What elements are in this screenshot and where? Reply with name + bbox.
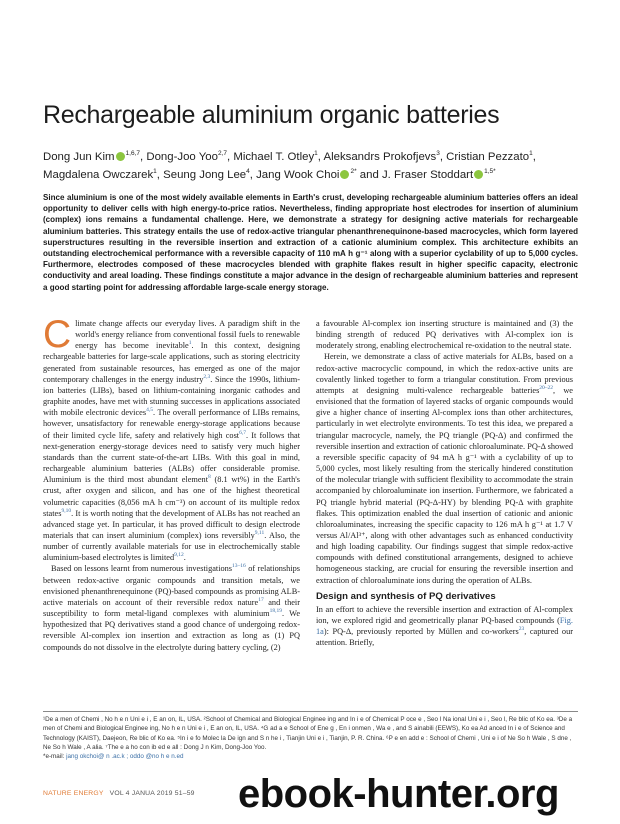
- left-column: [43, 313, 301, 653]
- intro-paragraph-3: a favourable Al-complex ion inserting structure is maintained and (3) the binding strength of reduced PQ derivatives with Al-complex ion is moderately strong, enabling electrochemical re-oxidation to the neutral state.: [316, 319, 573, 351]
- citation-ref[interactable]: 6,7: [239, 429, 246, 436]
- author-name[interactable]: [323, 151, 439, 163]
- affiliation-marker: 1: [529, 150, 533, 158]
- email-label: *e-mail:: [43, 753, 67, 761]
- author-name[interactable]: [43, 169, 157, 181]
- citation-ref[interactable]: 17: [258, 597, 264, 604]
- citation-ref[interactable]: 13–16: [232, 563, 246, 570]
- author-name-text: Cristian Pezzato: [446, 151, 530, 163]
- affiliation-marker: 2,7: [217, 150, 227, 158]
- affiliation-marker: 1: [314, 150, 318, 158]
- citation-ref[interactable]: 4,5: [146, 407, 153, 414]
- author-name[interactable]: [233, 151, 317, 163]
- figure-link[interactable]: Fig. 1a: [316, 616, 573, 637]
- article-title: Rechargeable aluminium organic batteries: [43, 101, 500, 129]
- author-name-text: Dong Jun Kim: [43, 151, 115, 163]
- drop-cap: C: [43, 313, 72, 356]
- citation-ref[interactable]: 23: [518, 626, 525, 633]
- author-name-text: Seung Jong Lee: [163, 169, 247, 181]
- author-name[interactable]: [446, 151, 533, 163]
- author-name-text: Dong-Joo Yoo: [146, 151, 218, 163]
- citation-ref[interactable]: 18,19: [269, 608, 282, 615]
- orcid-icon[interactable]: [340, 170, 349, 179]
- citation-ref[interactable]: 9,12: [174, 552, 184, 559]
- intro-paragraph-1: Climate change affects our everyday lives. A paradigm shift in the world's energy reliance from conventional fossil fuels to renewable energy has become inevitable$^1$. In this context, designing rechargeable batteries for large-scale applications, such as storing electricity generated from sustainable resources, has emerged as one of the major contemporary challenges in the energy industry$^{2,3}$. Since the 1990s, lithium-ion batteries (LIBs), based on lithium-containing inorganic cathodes and graphite anodes, have met with stunning successes in applications associated with mobile electronic devices$^{4,5}$. The overall performance of LIBs remains, however, unsatisfactory for renewable energy-storage applications because of their limited cycle life, safety and relatively high cost$^{6,7}$. It follows that next-generation energy-storage devices need to satisfy very much higher standards than the current state-of-the-art LIBs. With this goal in mind, rechargeable aluminium batteries (ALBs) offer considerable promise. Aluminium is the third most abundant element$^8$ (8.1 wt%) in the Earth's crust, after oxygen and silicon, and has one of the highest theoretical volumetric capacities (8,056 mA h cm⁻³) on account of its multiple redox states$^{9,10}$. It is worth noting that the development of ALBs has not reached an advanced stage yet. In particular, it has proved difficult to design electrode materials that can insert aluminium (complex) ions reversibly$^{9,11}$. Also, the number of currently available materials for use in electrochemically stable aluminium-based electrolytes is limited$^{9,12}$.: [43, 313, 301, 563]
- author-name-text: Michael T. Otley: [233, 151, 315, 163]
- author-name[interactable]: [163, 169, 250, 181]
- design-paragraph-1: In an effort to achieve the reversible insertion and extraction of Al-complex ion, we explored rigid and geometrically planar PQ-based compounds (Fig. 1a): PQ-Δ, previously reported by Müllen and co-workers$^{23}$, captured our attention. Briefly,: [316, 604, 573, 648]
- abstract: Since aluminium is one of the most widely available elements in Earth's crust, developing rechargeable aluminium batteries offers an ideal opportunity to deliver cells with high energy-to-price ratios. Nevertheless, finding appropriate host electrodes for insertion of aluminium (complex) ions remains a fundamental challenge. Here, we demonstrate a strategy for designing active materials for rechargeable aluminium batteries. This strategy entails the use of redox-active triangular phenanthrenequinone-based macrocycles, which form layered superstructures resulting in the reversible insertion and extraction of a cationic aluminium complex. This architecture exhibits an outstanding electrochemical performance with a reversible capacity of 110 mA h g⁻¹ along with a superior cyclability of up to 5,000 cycles. Furthermore, electrodes composed of these macrocycles blended with graphite flakes result in higher specific capacity, electronic conductivity and areal loading. These findings constitute a major advance in the design of rechargeable aluminium batteries and represent a good starting point for addressing affordable large-scale energy storage.: [43, 193, 578, 292]
- orcid-icon[interactable]: [116, 152, 125, 161]
- citation-ref[interactable]: 9,11: [254, 530, 265, 537]
- page-footer: [43, 790, 195, 797]
- section-heading: Design and synthesis of PQ derivatives: [316, 590, 496, 602]
- affiliation-marker: 4: [246, 168, 250, 176]
- citation-ref[interactable]: 1: [188, 340, 192, 347]
- orcid-icon[interactable]: [474, 170, 483, 179]
- affiliation-marker: 1,5*: [484, 168, 496, 176]
- journal-name: NATURE ENERGY: [43, 790, 104, 797]
- email-link[interactable]: jang okchoi@ n .ac.k ; oddo @no h e n.ed: [66, 753, 184, 761]
- affiliations-footnote: [43, 715, 578, 761]
- affiliations-text: ¹De a men of Chemi , No h e n Uni e i , E an on, IL, USA. ²School of Chemical and Biological Enginee ing and In i e of Chemical P oce e , Seo l Na ional Uni e i , Seo l, Re blic of Ko ea. ³De a men of Chemi and Biological Enginee ing, No h e n Uni e i , E an on, IL, USA. ⁴G ad a e School of Ene g , En i onmen , Wa e , and S ainabili (EEWS), Ko ea Ad anced In i e of Science and Technology (KAIST), Daejeon, Re blic of Ko ea. ⁵In i e fo Molec la De ign and S n he i , Tianjin Uni e i , Tianjin, P. R. China. ⁶P e en add e : School of Chemi , Uni e i of Ne So h Wale , S dne , Ne So h Wale , A alia. ⁷The e a ho con ib ed e all : Dong J n Kim, Dong-Joo Yoo.: [43, 716, 573, 751]
- affiliation-marker: 1,6,7: [125, 150, 141, 158]
- author-list: Dong Jun Kim $^{1,6,7}$, Dong-Joo Yoo$^{2,7}$, Michael T. Otley$^1$, Aleksandrs Prokofjevs$^3$, Cristian Pezzato$^1$, Magdalena Owczarek$^1$, Seung Jong Lee$^4$, Jang Wook Choi $^{2*}$ and J. Fraser Stoddart $^{1,5*}$: [43, 150, 536, 181]
- intro-paragraph-2: Based on lessons learnt from numerous investigations$^{13-16}$ of relationships between redox-active organic compounds and transition metals, we envisioned phenanthrenequinone (PQ)-based compounds as promising ALB-active materials on account of their reversible redox nature$^{17}$ and their susceptibility to form metal-ligand complexes with aluminium$^{18,19}$. We hypothesized that PQ derivatives stand a good chance of undergoing redox-reversible Al-complex ion insertion and extraction as long as (1) PQ compounds do not dissolve in the electrolyte during battery cycling, (2): [43, 563, 300, 652]
- affiliation-marker: 1: [153, 168, 157, 176]
- author-name[interactable]: [43, 151, 140, 163]
- author-name-text: Aleksandrs Prokofjevs: [323, 151, 437, 163]
- watermark: ebook-hunter.org: [238, 772, 559, 816]
- author-name[interactable]: [256, 169, 357, 181]
- right-column: [316, 318, 573, 649]
- author-name-text: Magdalena Owczarek: [43, 169, 154, 181]
- author-name-text: Jang Wook Choi: [256, 169, 340, 181]
- footnote-divider: [43, 711, 578, 712]
- intro-paragraph-4: Herein, we demonstrate a class of active materials for ALBs, based on a redox-active macrocyclic compound, in which the redox-active units are covalently linked together to form a triangular constitution. From previous attempts at designing multi-valence rechargeable batteries$^{20-22}$, we envisioned that the formation of layered stacks of organic compounds would give a higher chance of inserting Al-complex ions than other architectures, particularly in wet electrolyte environments. To test this idea, we prepared a triangular macrocycle, namely, the PQ triangle (PQ-Δ) and confirmed the reversible insertion and extraction of cationic chloroaluminate. PQ-Δ showed a reversible specific capacity of 94 mA h g⁻¹ with a cyclability of up to 5,000 cycles, most likely resulting from the sterically hindered constitution of the molecular triangle with sufficient flexibility to accommodate the strain accompanied by chloroaluminate ion insertion. Furthermore, we fabricated a PQ triangle hybrid material (PQ-Δ-HY) by blending PQ-Δ with graphite flakes. This optimization enabled the dual insertion of cationic and anionic chloroaluminates, increasing the specific capacity to 126 mA h g⁻¹ at 1.7 V versus Al/Al³⁺, along with other advantages such as enhanced conductivity and high loading capability. Our findings suggest that simple redox-active compounds with defined constitutional arrangements, designed to achieve homogeneous stacking, are crucial for ensuring the reversible insertion and extraction of chloroaluminate ions during the operation of ALBs.: [316, 352, 573, 585]
- affiliation-marker: 2*: [350, 168, 357, 176]
- author-name[interactable]: [146, 151, 227, 163]
- author-name[interactable]: [360, 169, 496, 181]
- citation-ref[interactable]: 2,3: [203, 374, 211, 381]
- citation-ref[interactable]: 9,10: [61, 507, 72, 514]
- affiliation-marker: 3: [436, 150, 440, 158]
- journal-meta: VOL 4 JANUA 2019 51–59: [109, 790, 195, 797]
- author-name-text: and J. Fraser Stoddart: [359, 169, 474, 181]
- citation-ref[interactable]: 8: [208, 474, 211, 481]
- citation-ref[interactable]: 20–22: [539, 385, 554, 392]
